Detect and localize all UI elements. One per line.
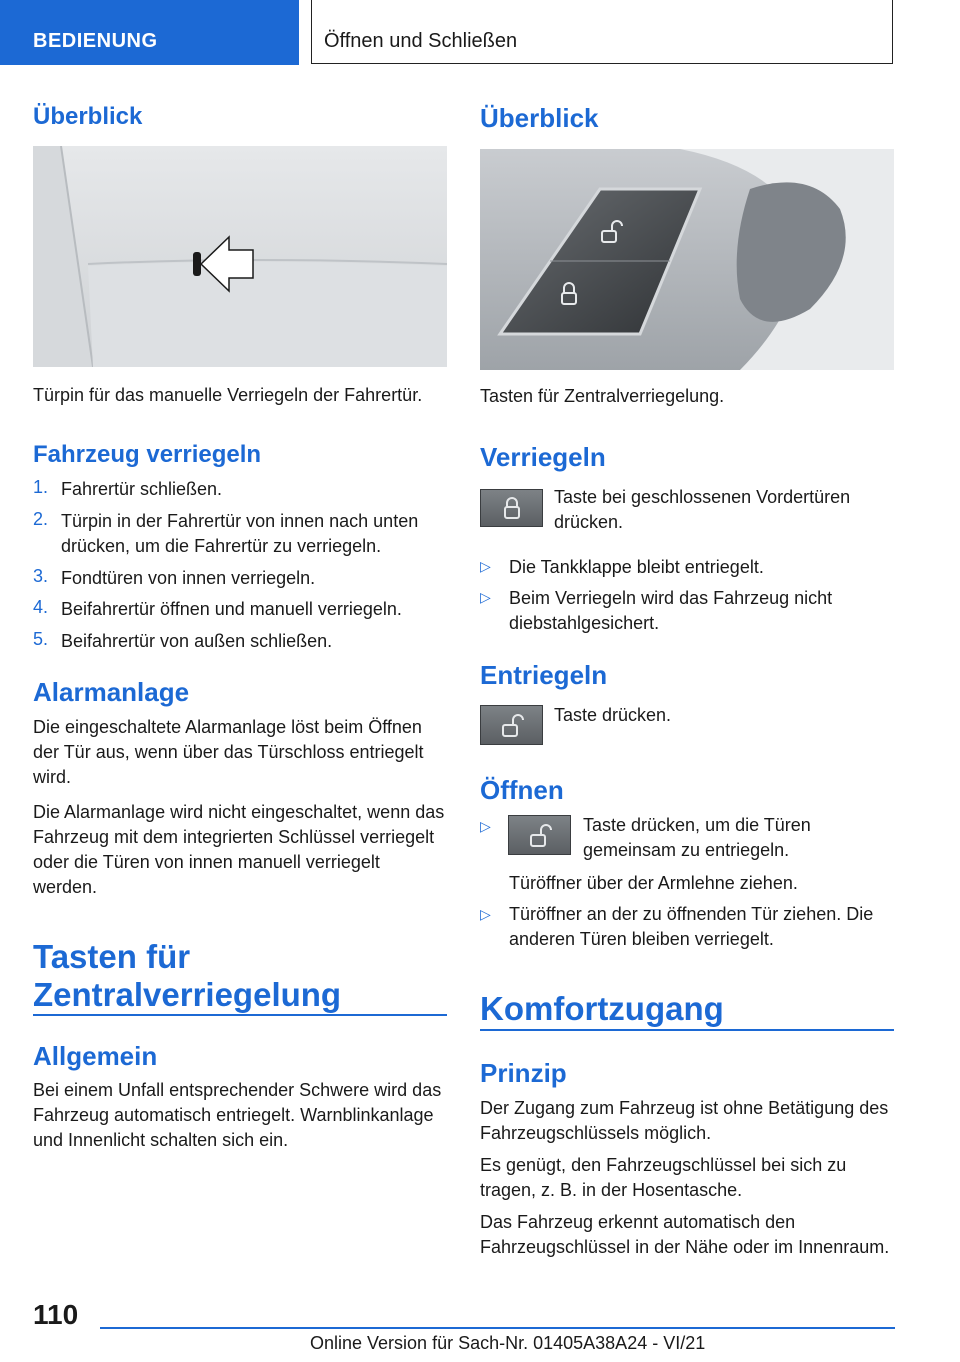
section-tab (0, 0, 299, 65)
paragraph: Taste bei geschlossenen Vordertüren drücken. (554, 487, 851, 532)
heading-rule (33, 1014, 447, 1016)
subheading-general: Allgemein (33, 1041, 158, 1071)
unlock-icon (503, 715, 523, 736)
chapter-tab (311, 0, 893, 64)
heading-rule (480, 1029, 894, 1031)
online-version-note: Online Version für Sach-Nr. 01405A38A24 - VI/21 (310, 1333, 706, 1353)
lock-button-image (480, 489, 543, 527)
paragraph: Die eingeschaltete Alarmanlage löst beim Öffnen der Tür aus, wenn über das Türschloss entriegelt wird. (33, 717, 424, 787)
unlock-button-image (508, 815, 571, 855)
page-number: 110 (33, 1299, 79, 1330)
section-label: BEDIENUNG (33, 30, 158, 52)
footer-rule (100, 1327, 895, 1329)
unlock-button-image (480, 705, 543, 745)
subheading-lock-vehicle: Fahrzeug verriegeln (33, 441, 262, 468)
paragraph: Taste drücken, um die Türen gemeinsam zu entriegeln. (583, 815, 811, 860)
section-heading-overview: Überblick (33, 103, 143, 130)
subheading-unlock: Entriegeln (480, 660, 608, 690)
paragraph: Es genügt, den Fahrzeugschlüssel bei sich zu tragen, z. B. in der Hosentasche. (480, 1155, 847, 1200)
photo-caption: Tasten für Zentralverriegelung. (480, 386, 725, 406)
lock-icon (505, 498, 519, 518)
paragraph: Die Alarmanlage wird nicht eingeschaltet, wenn das Fahrzeug mit dem integrierten Schlüssel verriegelt oder die Türen von innen manuell verriegelt werden. (33, 802, 445, 897)
chapter-heading-lock-buttons: Tasten für Zentralverriegelung (33, 938, 342, 1013)
central-lock-buttons-photo (480, 149, 894, 370)
subheading-open: Öffnen (480, 775, 564, 805)
unlock-icon (531, 825, 551, 846)
door-pin-photo (33, 146, 447, 367)
triangle-bullet-icon: ▷ (480, 589, 491, 605)
chapter-label: Öffnen und Schließen (324, 30, 518, 52)
section-heading-overview: Überblick (480, 103, 599, 133)
paragraph: Bei einem Unfall entsprechender Schwere wird das Fahrzeug automatisch entriegelt. Warnblinkanlage und Innenlicht schalten sich ein. (33, 1080, 442, 1150)
triangle-bullet-icon: ▷ (480, 818, 491, 834)
subheading-alarm: Alarmanlage (33, 677, 190, 707)
triangle-bullet-icon: ▷ (480, 906, 491, 922)
subheading-lock: Verriegeln (480, 442, 606, 472)
chapter-heading-comfort-access: Komfortzugang (480, 990, 724, 1027)
paragraph: Taste drücken. (554, 705, 672, 725)
triangle-bullet-icon: ▷ (480, 558, 491, 574)
paragraph: Türöffner an der zu öffnenden Tür ziehen. Die anderen Türen bleiben verriegelt. (509, 904, 874, 949)
paragraph: Türöffner über der Armlehne ziehen. (509, 873, 798, 893)
paragraph: Der Zugang zum Fahrzeug ist ohne Betätigung des Fahrzeugschlüssels möglich. (480, 1098, 889, 1143)
photo-caption: Türpin für das manuelle Verriegeln der Fahrertür. (33, 385, 423, 405)
subheading-principle: Prinzip (480, 1058, 567, 1088)
paragraph: Das Fahrzeug erkennt automatisch den Fahrzeugschlüssel in der Nähe oder im Innenraum. (480, 1212, 890, 1257)
